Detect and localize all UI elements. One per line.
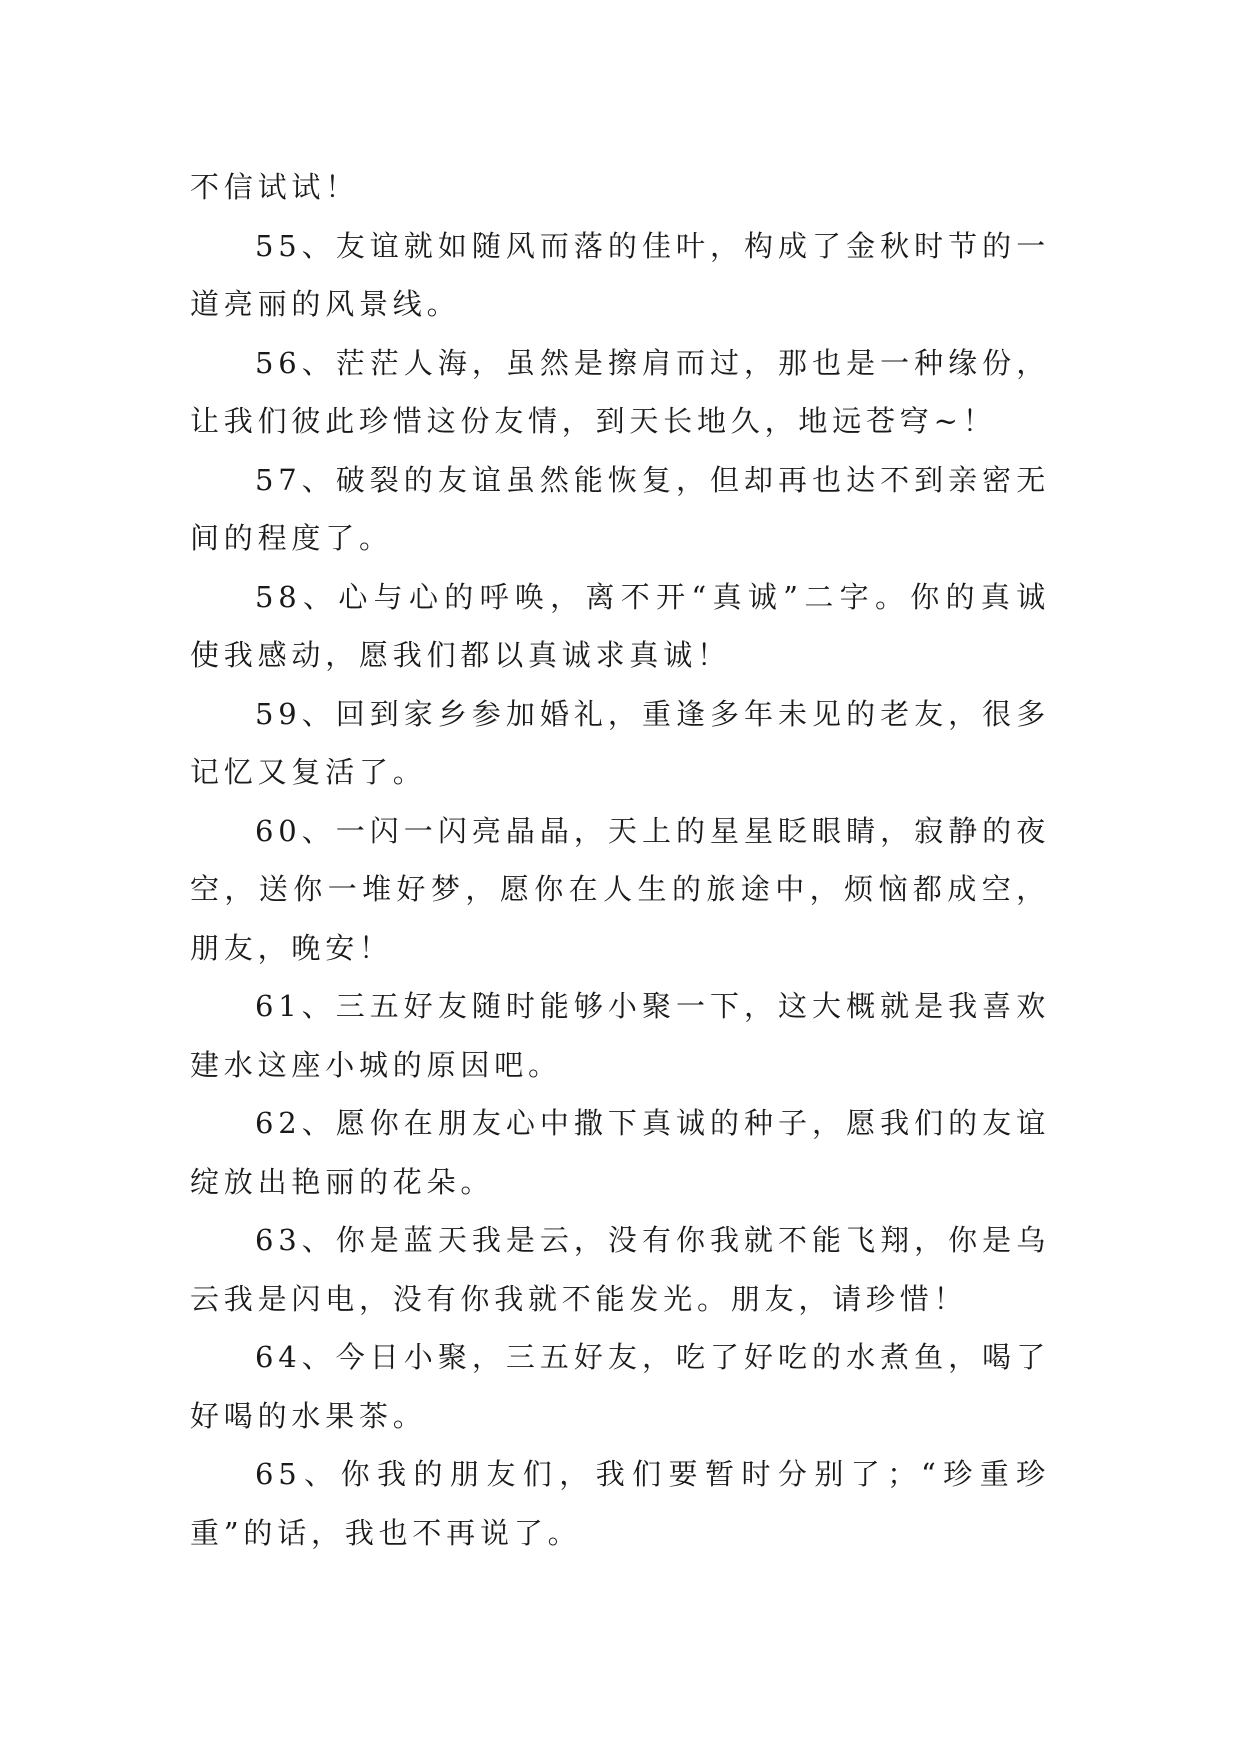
- document-body: [190, 158, 1050, 1562]
- paragraph-57: 57、破裂的友谊虽然能恢复，但却再也达不到亲密无间的程度了。: [190, 462, 1050, 555]
- paragraph-61: 61、三五好友随时能够小聚一下，这大概就是我喜欢建水这座小城的原因吧。: [190, 989, 1050, 1082]
- paragraph-63: 63、你是蓝天我是云，没有你我就不能飞翔，你是乌云我是闪电，没有你我就不能发光。朋友，请珍惜！: [190, 1223, 1050, 1316]
- paragraph-64: 64、今日小聚，三五好友，吃了好吃的水煮鱼，喝了好喝的水果茶。: [190, 1340, 1050, 1433]
- paragraph-58: 58、心与心的呼唤，离不开“真诚”二字。你的真诚使我感动，愿我们都以真诚求真诚！: [190, 579, 1050, 672]
- paragraph-60: 60、一闪一闪亮晶晶，天上的星星眨眼睛，寂静的夜空，送你一堆好梦，愿你在人生的旅途中，烦恼都成空，朋友，晚安！: [190, 813, 1050, 965]
- paragraph-continuation: 不信试试！: [190, 170, 360, 204]
- paragraph-56: 56、茫茫人海，虽然是擦肩而过，那也是一种缘份，让我们彼此珍惜这份友情，到天长地久，地远苍穹~！: [190, 345, 1050, 438]
- paragraph-62: 62、愿你在朋友心中撒下真诚的种子，愿我们的友谊绽放出艳丽的花朵。: [190, 1106, 1050, 1199]
- paragraph-55: 55、友谊就如随风而落的佳叶，构成了金秋时节的一道亮丽的风景线。: [190, 228, 1050, 321]
- paragraph-59: 59、回到家乡参加婚礼，重逢多年未见的老友，很多记忆又复活了。: [190, 696, 1050, 789]
- paragraph-65: 65、你我的朋友们，我们要暂时分别了；“珍重珍重”的话，我也不再说了。: [190, 1457, 1050, 1550]
